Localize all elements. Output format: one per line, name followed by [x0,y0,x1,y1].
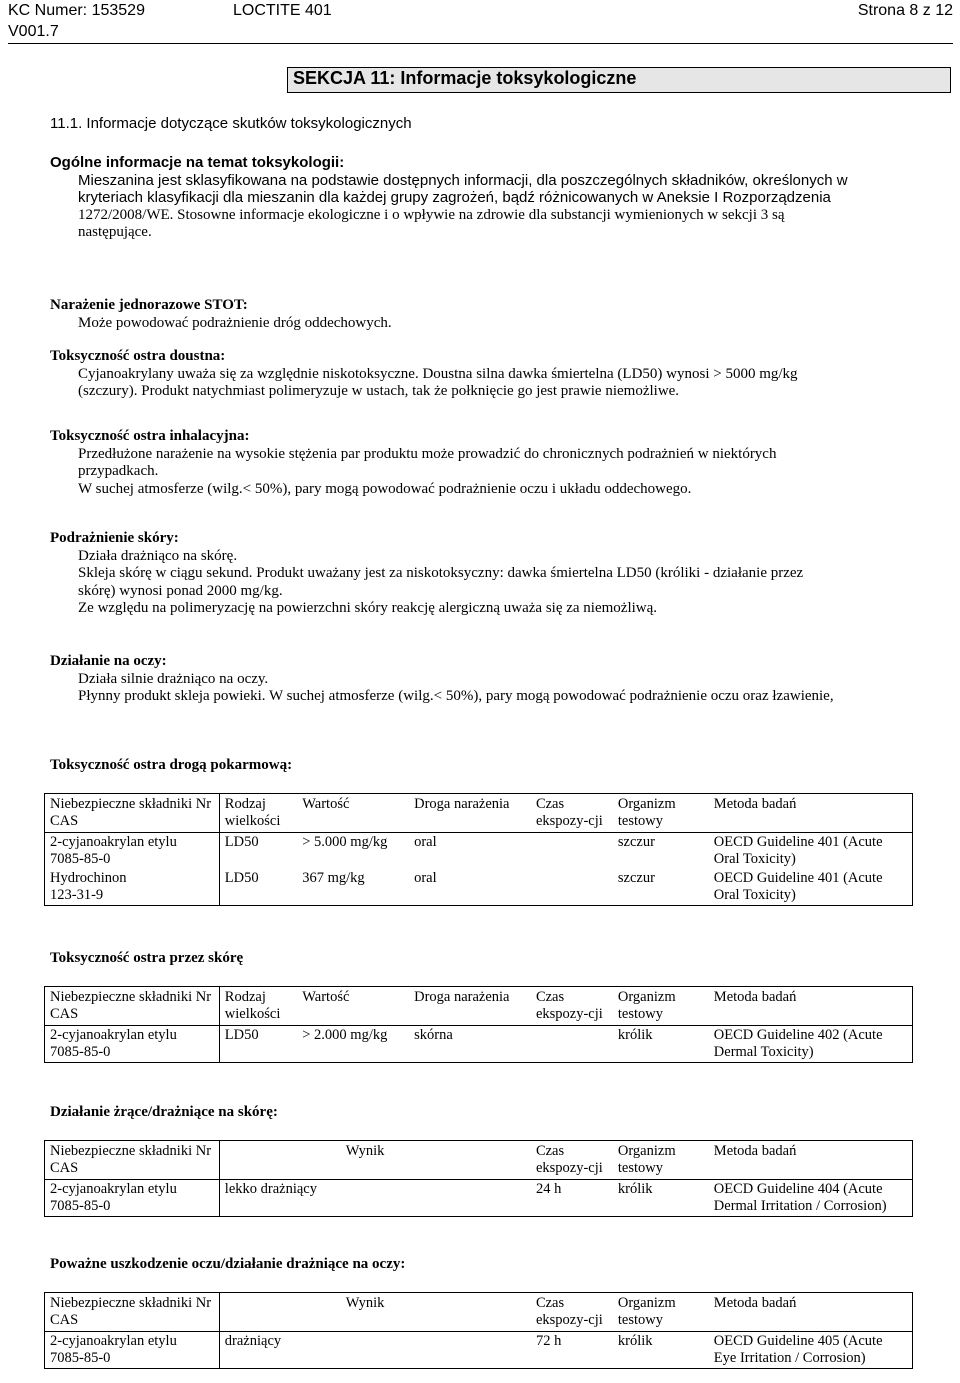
table-cell [531,869,613,906]
stot-text [50,315,920,333]
inhalation-toxicity-text [50,446,920,499]
oral-table-title: Toksyczność ostra drogą pokarmową: [50,757,293,773]
kc-number: KC Numer: 153529 [8,2,145,19]
table-row [45,1332,913,1369]
inhalation-toxicity-title: Toksyczność ostra inhalacyjna: [50,428,250,444]
inhalation-toxicity-block [50,428,920,498]
result-cell: drażniący [219,1332,531,1369]
skin-irritation-block [50,530,920,618]
table-cell [531,1026,613,1063]
column-header: Rodzaj wielkości [219,794,297,833]
text-line: Mieszanina jest sklasyfikowana na podstawie dostępnych informacji, dla poszczególnych składników, określonych w [78,171,848,189]
dermal-table-title: Toksyczność ostra przez skórę [50,950,244,966]
substance-cell: 2-cyjanoakrylan etylu 7085-85-0 [45,1026,220,1063]
column-header: Wartość [297,987,409,1026]
page-header [8,0,953,44]
substance-cell: 2-cyjanoakrylan etylu 7085-85-0 [45,833,220,870]
general-info-title: Ogólne informacje na temat toksykologii: [50,154,345,171]
general-info-block [50,154,920,242]
column-header: Niebezpieczne składniki Nr CAS [45,1293,220,1332]
oral-toxicity-block [50,348,920,401]
table-cell: LD50 [224,834,259,850]
section-banner [287,67,951,93]
method-cell: OECD Guideline 404 (Acute Dermal Irritation / Corrosion) [709,1180,913,1217]
text-line: przypadkach. [78,463,159,479]
column-header: Organizm testowy [613,987,709,1026]
table-header-row [45,794,913,833]
method-cell: OECD Guideline 401 (Acute Oral Toxicity) [709,833,913,870]
text-line: kryteriach klasyfikacji dla mieszanin dla każdej grupy zagrożeń, bądź różnicowanych w Aneksie I Rozporządzenia [78,189,831,206]
column-header: Wynik [219,1141,531,1180]
column-header: Metoda badań [709,1141,913,1180]
header-divider [8,43,953,44]
table-cell: LD50 [219,869,297,906]
table-header-row [45,987,913,1026]
column-header: Czas ekspozy-cji [531,794,613,833]
oral-toxicity-title: Toksyczność ostra doustna: [50,348,226,364]
result-cell: lekko drażniący [219,1180,531,1217]
text-line: następujące. [78,224,152,240]
column-header: Droga narażenia [409,987,531,1026]
dermal-toxicity-table [44,986,913,1063]
text-line: Skleja skórę w ciągu sekund. Produkt uważany jest za niskotoksyczny: dawka śmiertelna LD50 (króliki - działanie przez [78,565,804,581]
text-line: W suchej atmosferze (wilg.< 50%), pary mogą powodować podrażnienie oczu i układu oddechowego. [78,480,692,497]
eye-irritation-table [44,1292,913,1369]
table-cell: królik [613,1180,709,1217]
table-cell: > 2.000 mg/kg [297,1026,409,1063]
text-line: skórę) wynosi ponad 2000 mg/kg. [78,582,283,599]
eye-effects-text [50,671,950,706]
text-line: Płynny produkt skleja powieki. W suchej atmosferze (wilg.< 50%), pary mogą powodować podrażnienie oczu oraz łzawienie, [78,688,834,704]
table-cell: 24 h [531,1180,613,1217]
table-cell: 72 h [531,1332,613,1369]
column-header: Droga narażenia [409,794,531,833]
text-line: Może powodować podrażnienie dróg oddechowych. [78,314,392,331]
general-info-text [50,172,920,242]
table-row [45,833,913,870]
oral-toxicity-table [44,793,913,906]
table-row [45,1026,913,1063]
table-cell: > 5.000 mg/kg [302,834,388,850]
text-line: Przedłużone narażenie na wysokie stężenia par produktu może prowadzić do chronicznych podrażnień w niektórych [78,445,777,462]
eye-effects-title: Działanie na oczy: [50,653,167,669]
text-line: Działa silnie drażniąco na oczy. [78,670,269,687]
table-row [45,1180,913,1217]
text-line: (szczury). Produkt natychmiast polimeryzuje w ustach, tak że połknięcie go jest prawie niemożliwe. [78,383,680,399]
column-header: Metoda badań [709,987,913,1026]
table-cell: szczur [613,869,709,906]
eye-effects-block [50,653,950,706]
eye-table-title: Poważne uszkodzenie oczu/działanie drażniące na oczy: [50,1256,406,1272]
column-header: Czas ekspozy-cji [531,1293,613,1332]
table-cell: szczur [617,834,655,850]
column-header: Organizm testowy [613,1293,709,1332]
text-line: 1272/2008/WE. Stosowne informacje ekologiczne i o wpływie na zdrowie dla substancji wymienionych w sekcji 3 są [78,206,785,223]
substance-cell: 2-cyjanoakrylan etylu 7085-85-0 [45,1332,220,1369]
skin-irritation-text [50,548,920,618]
method-cell: OECD Guideline 401 (Acute Oral Toxicity) [709,869,913,906]
stot-block [50,297,920,332]
text-line: Działa drażniąco na skórę. [78,547,238,564]
skin-irritation-title: Podrażnienie skóry: [50,530,179,546]
skin-corrosion-table [44,1140,913,1217]
oral-toxicity-text [50,366,920,401]
table-row [45,869,913,906]
column-header: Wartość [297,794,409,833]
page-number: Strona 8 z 12 [857,2,953,19]
table-cell: skórna [409,1026,531,1063]
text-line: Cyjanoakrylany uważa się za względnie niskotoksyczne. Doustna silna dawka śmiertelna (LD50) wynosi > 5000 mg/kg [78,365,798,382]
version: V001.7 [8,23,59,40]
table-cell: 367 mg/kg [297,869,409,906]
column-header: Niebezpieczne składniki Nr CAS [45,794,220,833]
column-header: Niebezpieczne składniki Nr CAS [45,1141,220,1180]
column-header: Rodzaj wielkości [219,987,297,1026]
substance-cell: 2-cyjanoakrylan etylu 7085-85-0 [45,1180,220,1217]
column-header: Niebezpieczne składniki Nr CAS [45,987,220,1026]
column-header: Wynik [219,1293,531,1332]
product-name: LOCTITE 401 [233,2,332,19]
column-header: Organizm testowy [613,1141,709,1180]
column-header: Metoda badań [709,794,913,833]
column-header: Metoda badań [709,1293,913,1332]
stot-title: Narażenie jednorazowe STOT: [50,297,248,313]
table-cell: oral [414,834,437,850]
table-cell [531,833,613,870]
method-cell: OECD Guideline 405 (Acute Eye Irritation / Corrosion) [709,1332,913,1369]
section-title: SEKCJA 11: Informacje toksykologiczne [293,68,637,88]
table-cell: królik [613,1026,709,1063]
table-header-row [45,1141,913,1180]
column-header: Organizm testowy [613,794,709,833]
table-cell: oral [409,869,531,906]
column-header: Czas ekspozy-cji [531,987,613,1026]
table-cell: królik [613,1332,709,1369]
method-cell: OECD Guideline 402 (Acute Dermal Toxicity) [709,1026,913,1063]
subsection-title: 11.1. Informacje dotyczące skutków toksykologicznych [50,115,412,132]
column-header: Czas ekspozy-cji [531,1141,613,1180]
table-header-row [45,1293,913,1332]
table-cell: LD50 [219,1026,297,1063]
corrosion-table-title: Działanie żrące/drażniące na skórę: [50,1104,278,1120]
substance-cell: Hydrochinon 123-31-9 [45,869,220,906]
text-line: Ze względu na polimeryzację na powierzchni skóry reakcję alergiczną uważa się za niemożliwą. [78,600,658,616]
